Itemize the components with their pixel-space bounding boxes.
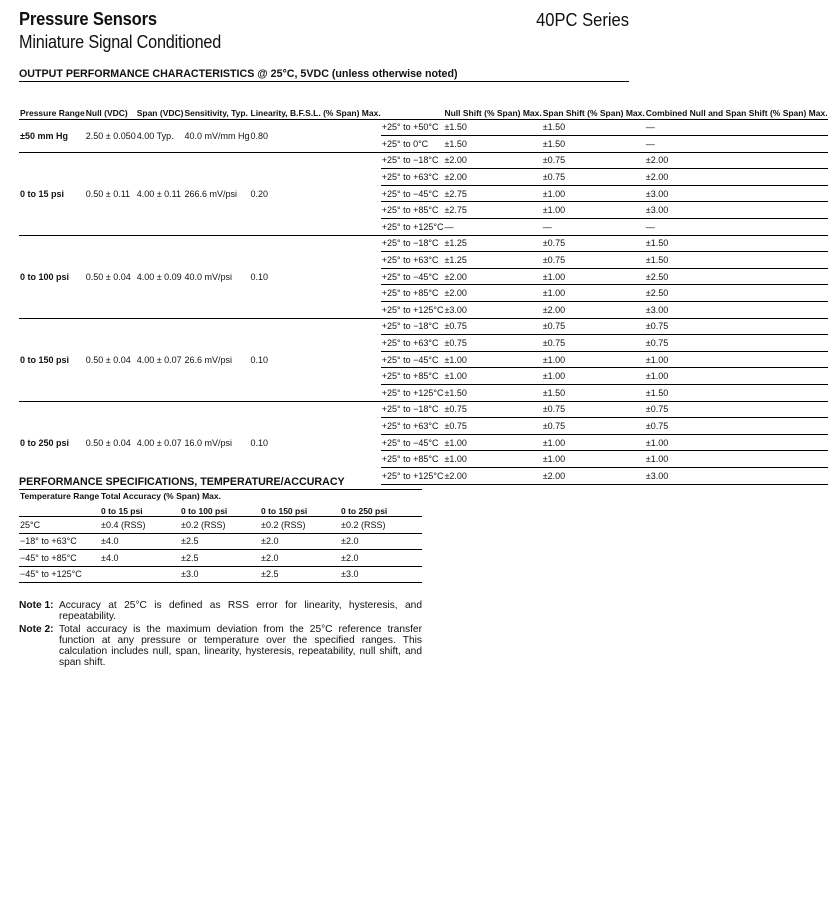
null-shift-cell: ±2.75 <box>443 202 541 219</box>
range-cell: 0 to 150 psi <box>19 318 85 401</box>
null-shift-cell: ±0.75 <box>443 418 541 435</box>
col-header-combined: Combined Null and Span Shift (% Span) Max. <box>645 107 828 118</box>
perf-value-cell: ±0.2 (RSS) <box>260 517 340 534</box>
combined-shift-cell: — <box>645 219 828 236</box>
temp-range-cell: +25° to +125°C <box>381 302 444 319</box>
temp-range-cell: +25° to +63°C <box>381 418 444 435</box>
perf-col-header-15: 0 to 15 psi <box>100 501 180 517</box>
combined-shift-cell: ±3.00 <box>645 185 828 202</box>
col-header-temp <box>381 83 444 119</box>
null-shift-cell: ±1.00 <box>443 351 541 368</box>
page-subtitle: Miniature Signal Conditioned <box>19 32 222 52</box>
null-cell: 0.50 ± 0.04 <box>85 401 136 484</box>
sensitivity-cell: 26.6 mV/psi <box>183 318 249 401</box>
col-header-span-shift: Span Shift (% Span) Max. <box>542 107 645 118</box>
span-shift-cell: ±0.75 <box>542 235 645 252</box>
perf-value-cell: ±2.5 <box>180 533 260 550</box>
perf-col-header-temp: Temperature Range <box>20 491 100 501</box>
temp-range-cell: +25° to +125°C <box>381 385 444 402</box>
linearity-cell: 0.10 <box>250 318 381 401</box>
span-cell: 4.00 ± 0.09 <box>136 235 184 318</box>
temp-range-cell: +25° to −45°C <box>381 185 444 202</box>
span-shift-cell: ±1.00 <box>542 434 645 451</box>
span-shift-cell: ±0.75 <box>542 152 645 169</box>
temp-range-cell: +25° to +125°C <box>381 467 444 484</box>
range-cell: 0 to 100 psi <box>19 235 85 318</box>
perf-temp-cell: −18° to +63°C <box>19 533 100 550</box>
combined-shift-cell: ±1.00 <box>645 434 828 451</box>
span-shift-cell: ±1.00 <box>542 351 645 368</box>
span-shift-cell: ±0.75 <box>542 318 645 335</box>
linearity-cell: 0.10 <box>250 401 381 484</box>
perf-value-cell: ±4.0 <box>100 533 180 550</box>
col-header-range: Pressure Range <box>20 107 85 118</box>
combined-shift-cell: ±3.00 <box>645 302 828 319</box>
temp-range-cell: +25° to +125°C <box>381 219 444 236</box>
span-shift-cell: ±1.00 <box>542 285 645 302</box>
perf-col-header-150: 0 to 150 psi <box>260 501 340 517</box>
temp-range-cell: +25° to −45°C <box>381 434 444 451</box>
null-shift-cell: ±0.75 <box>443 401 541 418</box>
note-1-text: Accuracy at 25°C is defined as RSS error for linearity, hysteresis, and repeatability. <box>59 600 422 622</box>
span-cell: 4.00 ± 0.07 <box>136 318 184 401</box>
null-shift-cell: ±3.00 <box>443 302 541 319</box>
output-performance-table <box>19 83 828 485</box>
span-shift-cell: ±0.75 <box>542 418 645 435</box>
note-1 <box>19 600 422 622</box>
perf-subheader-blank <box>19 501 100 517</box>
perf-value-cell <box>100 566 180 583</box>
perf-value-cell: ±3.0 <box>180 566 260 583</box>
perf-value-cell: ±2.5 <box>260 566 340 583</box>
table-row <box>19 235 828 252</box>
null-shift-cell: ±1.50 <box>443 119 541 136</box>
perf-value-cell: ±0.2 (RSS) <box>180 517 260 534</box>
col-header-linearity: Linearity, B.F.S.L. (% Span) Max. <box>250 107 381 118</box>
table-row <box>19 550 422 567</box>
temp-range-cell: +25° to +50°C <box>381 119 444 136</box>
perf-value-cell: ±0.2 (RSS) <box>340 517 422 534</box>
note-2-label: Note 2: <box>19 624 54 635</box>
null-shift-cell: ±2.00 <box>443 169 541 186</box>
temp-range-cell: +25° to −18°C <box>381 318 444 335</box>
combined-shift-cell: ±0.75 <box>645 335 828 352</box>
span-shift-cell: ±0.75 <box>542 252 645 269</box>
perf-col-header-100: 0 to 100 psi <box>180 501 260 517</box>
temp-range-cell: +25° to +63°C <box>381 169 444 186</box>
combined-shift-cell: ±0.75 <box>645 318 828 335</box>
null-shift-cell: ±1.50 <box>443 385 541 402</box>
null-shift-cell: ±1.00 <box>443 451 541 468</box>
null-shift-cell: ±2.75 <box>443 185 541 202</box>
span-shift-cell: ±0.75 <box>542 401 645 418</box>
temp-range-cell: +25° to +63°C <box>381 252 444 269</box>
combined-shift-cell: ±0.75 <box>645 418 828 435</box>
null-cell: 2.50 ± 0.050 <box>85 119 136 152</box>
perf-value-cell: ±0.4 (RSS) <box>100 517 180 534</box>
perf-temp-cell: 25°C <box>19 517 100 534</box>
combined-shift-cell: ±1.00 <box>645 351 828 368</box>
null-cell: 0.50 ± 0.04 <box>85 235 136 318</box>
performance-accuracy-table <box>19 491 422 583</box>
span-shift-cell: ±1.00 <box>542 368 645 385</box>
span-cell: 4.00 ± 0.07 <box>136 401 184 484</box>
temp-range-cell: +25° to −18°C <box>381 152 444 169</box>
span-shift-cell: ±0.75 <box>542 169 645 186</box>
sensitivity-cell: 16.0 mV/psi <box>183 401 249 484</box>
series-label: 40PC Series <box>536 10 629 30</box>
note-1-label: Note 1: <box>19 600 54 611</box>
null-shift-cell: ±1.00 <box>443 434 541 451</box>
null-shift-cell: ±2.00 <box>443 152 541 169</box>
combined-shift-cell: ±3.00 <box>645 467 828 484</box>
range-cell: 0 to 250 psi <box>19 401 85 484</box>
perf-value-cell: ±2.0 <box>340 533 422 550</box>
span-shift-cell: ±1.50 <box>542 385 645 402</box>
output-section-rule <box>19 81 629 82</box>
perf-temp-cell: −45° to +85°C <box>19 550 100 567</box>
output-header-row <box>19 83 828 119</box>
perf-col-header-250: 0 to 250 psi <box>340 501 422 517</box>
null-cell: 0.50 ± 0.11 <box>85 152 136 235</box>
table-row <box>19 533 422 550</box>
temp-range-cell: +25° to −18°C <box>381 401 444 418</box>
table-row <box>19 318 828 335</box>
sensitivity-cell: 40.0 mV/psi <box>183 235 249 318</box>
span-shift-cell: ±1.50 <box>542 136 645 153</box>
null-shift-cell: ±1.50 <box>443 136 541 153</box>
null-shift-cell: ±0.75 <box>443 318 541 335</box>
perf-value-cell: ±2.0 <box>260 550 340 567</box>
perf-subheader-row <box>19 501 422 517</box>
perf-header-row <box>19 491 422 501</box>
table-row <box>19 119 828 136</box>
combined-shift-cell: ±2.50 <box>645 285 828 302</box>
perf-col-header-accuracy: Total Accuracy (% Span) Max. <box>101 491 221 501</box>
span-shift-cell: ±1.00 <box>542 202 645 219</box>
output-section-title: OUTPUT PERFORMANCE CHARACTERISTICS @ 25°C, 5VDC (unless otherwise noted) <box>19 68 458 80</box>
col-header-null-shift: Null Shift (% Span) Max. <box>444 107 542 118</box>
null-shift-cell: ±1.25 <box>443 252 541 269</box>
span-shift-cell: ±1.50 <box>542 119 645 136</box>
table-row <box>19 566 422 583</box>
temp-range-cell: +25° to −45°C <box>381 351 444 368</box>
null-shift-cell: ±2.00 <box>443 285 541 302</box>
span-shift-cell: — <box>542 219 645 236</box>
span-shift-cell: ±2.00 <box>542 467 645 484</box>
temp-range-cell: +25° to −45°C <box>381 268 444 285</box>
temp-range-cell: +25° to +85°C <box>381 202 444 219</box>
perf-value-cell: ±2.5 <box>180 550 260 567</box>
null-shift-cell: ±1.25 <box>443 235 541 252</box>
combined-shift-cell: ±0.75 <box>645 401 828 418</box>
col-header-sensitivity: Sensitivity, Typ. <box>184 107 248 118</box>
temp-range-cell: +25° to −18°C <box>381 235 444 252</box>
span-cell: 4.00 ± 0.11 <box>136 152 184 235</box>
span-shift-cell: ±1.00 <box>542 268 645 285</box>
linearity-cell: 0.10 <box>250 235 381 318</box>
table-row <box>19 401 828 418</box>
perf-value-cell: ±2.0 <box>260 533 340 550</box>
temp-range-cell: +25° to +85°C <box>381 285 444 302</box>
range-cell: 0 to 15 psi <box>19 152 85 235</box>
combined-shift-cell: ±3.00 <box>645 202 828 219</box>
perf-value-cell: ±3.0 <box>340 566 422 583</box>
combined-shift-cell: — <box>645 119 828 136</box>
sensitivity-cell: 40.0 mV/mm Hg <box>183 119 249 152</box>
temp-range-cell: +25° to 0°C <box>381 136 444 153</box>
combined-shift-cell: ±2.00 <box>645 152 828 169</box>
null-cell: 0.50 ± 0.04 <box>85 318 136 401</box>
note-2 <box>19 624 422 668</box>
combined-shift-cell: — <box>645 136 828 153</box>
combined-shift-cell: ±1.50 <box>645 252 828 269</box>
perf-value-cell: ±4.0 <box>100 550 180 567</box>
linearity-cell: 0.20 <box>250 152 381 235</box>
null-shift-cell: — <box>443 219 541 236</box>
temp-range-cell: +25° to +63°C <box>381 335 444 352</box>
linearity-cell: 0.80 <box>250 119 381 152</box>
combined-shift-cell: ±1.50 <box>645 235 828 252</box>
temp-range-cell: +25° to +85°C <box>381 451 444 468</box>
col-header-null: Null (VDC) <box>85 107 128 118</box>
temp-range-cell: +25° to +85°C <box>381 368 444 385</box>
table-row <box>19 517 422 534</box>
span-shift-cell: ±2.00 <box>542 302 645 319</box>
null-shift-cell: ±2.00 <box>443 467 541 484</box>
combined-shift-cell: ±2.00 <box>645 169 828 186</box>
page-title: Pressure Sensors <box>19 9 157 29</box>
perf-temp-cell: −45° to +125°C <box>19 566 100 583</box>
null-shift-cell: ±2.00 <box>443 268 541 285</box>
span-shift-cell: ±1.00 <box>542 185 645 202</box>
null-shift-cell: ±1.00 <box>443 368 541 385</box>
range-cell: ±50 mm Hg <box>19 119 85 152</box>
combined-shift-cell: ±1.50 <box>645 385 828 402</box>
span-shift-cell: ±0.75 <box>542 335 645 352</box>
note-2-text: Total accuracy is the maximum deviation from the 25°C reference transfer function at any pressure or temperature over the specified ranges. This calculation includes null, span, linearity, hysteresis, repeatability, null shift, and span shift. <box>59 624 422 668</box>
null-shift-cell: ±0.75 <box>443 335 541 352</box>
perf-section-rule <box>19 489 422 490</box>
combined-shift-cell: ±1.00 <box>645 451 828 468</box>
span-cell: 4.00 Typ. <box>136 119 184 152</box>
combined-shift-cell: ±2.50 <box>645 268 828 285</box>
col-header-span: Span (VDC) <box>136 107 184 118</box>
table-row <box>19 152 828 169</box>
sensitivity-cell: 266.6 mV/psi <box>183 152 249 235</box>
perf-section-title: PERFORMANCE SPECIFICATIONS, TEMPERATURE/ACCURACY <box>19 476 345 488</box>
combined-shift-cell: ±1.00 <box>645 368 828 385</box>
span-shift-cell: ±1.00 <box>542 451 645 468</box>
perf-value-cell: ±2.0 <box>340 550 422 567</box>
